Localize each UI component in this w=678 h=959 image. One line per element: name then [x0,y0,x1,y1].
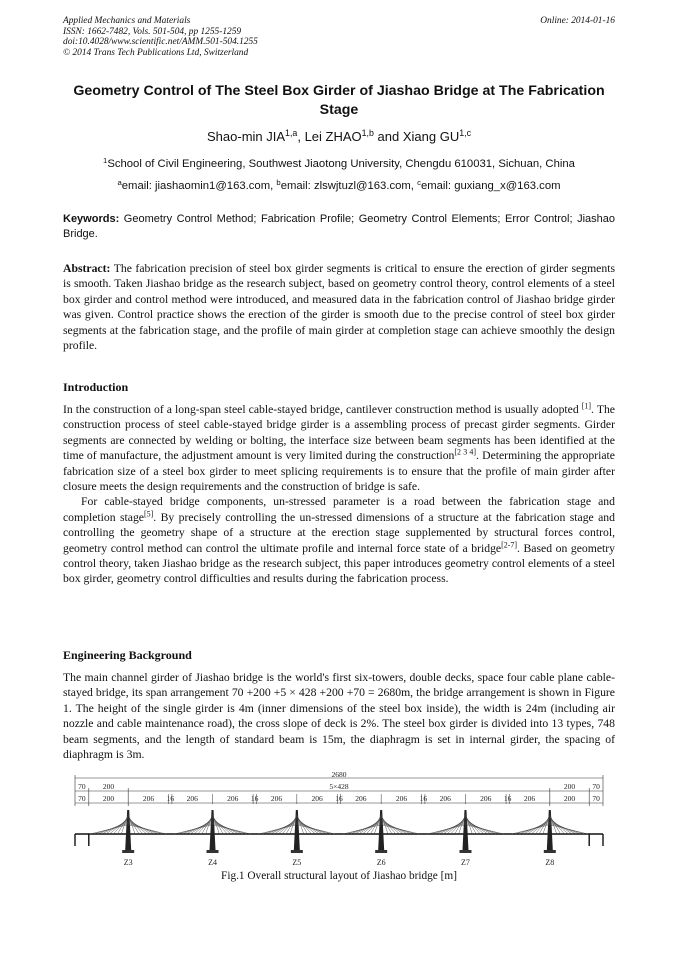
affiliation-text: School of Civil Engineering, Southwest Jiaotong University, Chengdu 610031, Sichuan, China [107,158,575,170]
text-run: In the construction of a long-span steel cable-stayed bridge, cantilever construction method is usually adopted [63,403,582,416]
bridge-layout-drawing [70,770,610,870]
citation[interactable]: [2-7] [501,540,517,550]
tower-foundation [459,850,471,853]
stay-cable [174,825,212,834]
author-affiliation-mark: 1,a [285,128,298,139]
author-name: Lei ZHAO [304,129,362,144]
dimension-label: 206 [311,794,323,803]
journal-issn: ISSN: 1662-7482, Vols. 501-504, pp 1255-1259 [63,26,242,37]
stay-cable [550,825,588,834]
dimension-label: 206 [439,794,451,803]
paper-title: Geometry Control of The Steel Box Girder of Jiashao Bridge at The Fabrication Stage [73,83,605,118]
author-separator: and [373,129,403,144]
email-item[interactable]: email: zlswjtuzl@163.com, [280,180,418,192]
dimension-label: 16 [419,794,428,803]
tower-foundation [207,850,219,853]
figure-caption: Fig.1 Overall structural layout of Jiashao bridge [m] [221,870,457,882]
tower-label: Z6 [376,858,386,867]
stay-cable [213,825,251,834]
citation[interactable]: [5] [144,509,154,519]
tower-label: Z3 [123,858,133,867]
dimension-label: 70 [78,782,86,791]
dimension-label: 16 [166,794,175,803]
tower-label: Z4 [208,858,217,867]
dimension-label: 206 [523,794,536,803]
keywords [63,212,615,242]
stay-cable [297,825,335,834]
bridge-layout-figure [70,770,610,870]
dimension-label: 206 [270,794,283,803]
author-name: Xiang GU [402,129,460,144]
dimension-label: 16 [250,794,259,803]
dimension-label: 206 [186,794,198,803]
journal-doi[interactable]: doi:10.4028/www.scientific.net/AMM.501-504.1255 [63,37,258,48]
tower-label: Z5 [292,858,302,867]
email-mark: c [417,177,421,187]
paragraph [63,494,615,586]
online-date: Online: 2014-01-16 [540,16,615,26]
abstract-label: Abstract: [63,262,111,275]
paragraph [63,402,615,494]
journal-header [63,16,615,58]
text-run: . Based on geometry control theory, taken Jiashao bridge as the research subject, this paper introduces geometry control elements of a steel box girder, geometry control difficulties and results during the fabrication process. [63,541,616,586]
dimension-label: 16 [503,794,512,803]
email-mark: a [117,177,122,187]
dimension-label: 206 [395,794,408,803]
paragraph: The main channel girder of Jiashao bridge is the world's first six-towers, double decks, space four cable plane cable-stayed bridge, its span arrangement 70 +200 +5 × 428 +200 +70 = 2680m, the bridge arrangement is shown in Figure 1. The height of the single girder is 4m (inner dimensions of the steel box inside), the width is 24m (including air nozzle and cable maintenance road), the cross slope of deck is 2%. The steel box girder is divided into 13 types, 748 beam segments, and the length of standard beam is 15m, the diaphragm is set in internal girder, the spacing of diaphragm is 3m. [63,671,615,762]
tower-foundation [291,850,303,853]
dimension-total-label: 2680 [331,770,347,779]
email-item[interactable]: email: jiashaomin1@163.com, [121,180,277,192]
text-run: . By precisely controlling the un-stressed dimensions of a structure at the fabrication stage and controlling the geometry shape of a structure at the erection stage supplemented by structural forces control, geometry control method can control the ultimate profile and internal force state of a bridge [63,510,615,555]
tower-label: Z8 [545,858,555,867]
stay-cable [259,825,297,834]
stay-cable [512,825,550,834]
stay-cable [465,825,503,834]
email-item[interactable]: email: guxiang_x@163.com [420,180,561,192]
keywords-label: Keywords: [63,213,120,225]
tower-foundation [544,850,556,853]
affiliation [63,157,615,171]
introduction-body [63,402,615,587]
dimension-label: 206 [227,794,239,803]
journal-name: Applied Mechanics and Materials [63,16,191,26]
dimension-label: 70 [78,794,86,803]
affiliation-mark: 1 [103,155,108,165]
dimension-label: 5×428 [329,782,349,791]
stay-cable [90,825,128,834]
dimension-label: 200 [563,782,576,791]
tower-foundation [122,850,134,853]
abstract-text: The fabrication precision of steel box girder segments is critical to ensure the erection of girder segments is smooth. Taken Jiashao bridge as the research subject, based on geometry control theory, control elements of a steel box girder and control method were introduced, and measured data in the fabrication control of Jiashao bridge girder was given. Control practice shows the erection of the girder is smooth due to the precise control of steel box girder segments at the fabrication stage, and the profile of main girder at completion stage can achieve smoothly the design profile. [63,262,615,353]
section-heading-introduction: Introduction [63,380,129,394]
dimension-label: 206 [142,794,155,803]
text-run: . Determining the appropriate fabrication size of a steel box girder to meet splicing requirements is to ensure that the profile of main girder after closure meets the design requirements and the construction of bridge is safe. [63,449,615,494]
abstract [63,261,615,353]
text-run: . The construction process of steel cable-stayed bridge girder is a assembling process of precast girder segments. Girder segments are connected by welding or bolting, the interface size between beam segments has been identified at the time of manufacture, the adjustment amount is very limited during the construction [63,403,615,463]
background-body [63,670,615,762]
text-run: For cable-stayed bridge components, un-stressed parameter is a road between the fabrication stage and completion stage [63,495,615,524]
dimension-label: 200 [102,782,115,791]
author-affiliation-mark: 1,b [361,128,374,139]
stay-cable [343,825,381,834]
keywords-text: Geometry Control Method; Fabrication Profile; Geometry Control Elements; Error Control; Jiashao Bridge. [63,213,615,240]
tower-label: Z7 [461,858,470,867]
author-separator: , [297,129,305,144]
dimension-label: 70 [592,782,600,791]
citation[interactable]: [1] [581,401,592,411]
dimension-label: 206 [355,794,367,803]
dimension-label: 70 [592,794,600,803]
author-list [63,129,615,145]
email-mark: b [276,177,281,187]
dimension-label: 200 [563,794,576,803]
stay-cable [381,825,419,834]
dimension-label: 16 [335,794,343,803]
tower-foundation [375,850,387,853]
citation[interactable]: [2 3 4] [454,447,477,457]
stay-cable [427,825,465,834]
dimension-label: 200 [102,794,115,803]
journal-copyright: © 2014 Trans Tech Publications Ltd, Switzerland [63,47,249,58]
dimension-label: 206 [480,794,492,803]
section-heading-background: Engineering Background [63,648,192,662]
author-affiliation-mark: 1,c [459,128,471,139]
author-name: Shao-min JIA [207,129,286,144]
email-list [63,179,615,193]
stay-cable [128,825,166,834]
